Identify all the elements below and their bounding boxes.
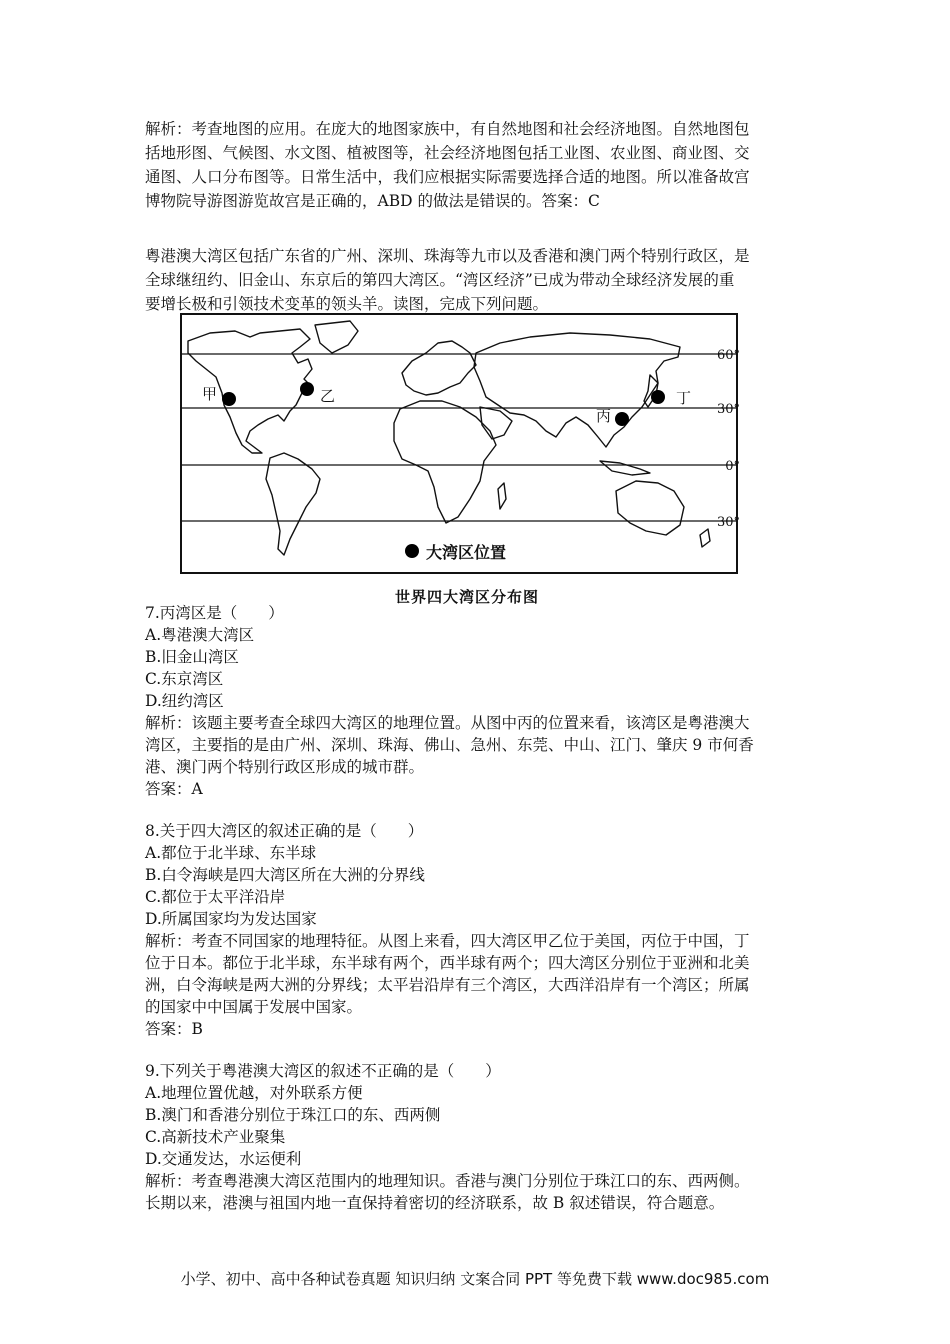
question-stem: 9.下列关于粤港澳大湾区的叙述不正确的是（ ） <box>145 1062 501 1080</box>
question-stem: 8.关于四大湾区的叙述正确的是（ ） <box>145 822 424 840</box>
option-c: C.都位于太平洋沿岸 <box>145 888 286 906</box>
point-label-bing: 丙 <box>596 407 612 425</box>
answer-line: 答案：A <box>145 780 203 798</box>
text-line: 全球继纽约、旧金山、东京后的第四大湾区。“湾区经济”已成为带动全球经济发展的重 <box>145 271 735 289</box>
option-d: D.纽约湾区 <box>145 692 224 710</box>
answer-line: 答案：B <box>145 1020 203 1038</box>
map-frame <box>181 314 737 573</box>
analysis-line: 解析：该题主要考查全球四大湾区的地理位置。从图中丙的位置来看，该湾区是粤港澳大 <box>145 714 750 732</box>
lat-label-0: 0° <box>725 459 740 474</box>
bay-area-point-jia <box>222 392 236 406</box>
analysis-line: 港、澳门两个特别行政区形成的城市群。 <box>145 758 425 776</box>
option-c: C.东京湾区 <box>145 670 224 688</box>
point-label-ding: 丁 <box>676 389 692 407</box>
intro-analysis <box>145 117 805 213</box>
question-7 <box>145 602 805 800</box>
option-b: B.白令海峡是四大湾区所在大洲的分界线 <box>145 866 425 884</box>
question-stem: 7.丙湾区是（ ） <box>145 604 284 622</box>
bay-area-point-yi <box>300 382 314 396</box>
analysis-line: 解析：考查不同国家的地理特征。从图上来看，四大湾区甲乙位于美国，丙位于中国，丁 <box>145 932 750 950</box>
analysis-line: 解析：考查粤港澳大湾区范围内的地理知识。香港与澳门分别位于珠江口的东、西两侧。 <box>145 1172 750 1190</box>
bay-area-point-ding <box>651 390 665 404</box>
option-b: B.澳门和香港分别位于珠江口的东、西两侧 <box>145 1106 441 1124</box>
page-footer: 小学、初中、高中各种试卷真题 知识归纳 文案合同 PPT 等免费下载 www.doc985.com <box>180 1270 770 1288</box>
analysis-line: 长期以来，港澳与祖国内地一直保持着密切的经济联系，故 B 叙述错误，符合题意。 <box>145 1194 725 1212</box>
text-line: 粤港澳大湾区包括广东省的广州、深圳、珠海等九市以及香港和澳门两个特别行政区，是 <box>145 247 750 265</box>
legend-dot-icon <box>405 544 419 558</box>
bay-area-point-bing <box>615 412 629 426</box>
option-c: C.高新技术产业聚集 <box>145 1128 286 1146</box>
lat-label-30n: 30° <box>716 402 740 417</box>
text-line: 解析：考查地图的应用。在庞大的地图家族中，有自然地图和社会经济地图。自然地图包 <box>145 120 750 138</box>
text-line: 要增长极和引领技术变革的领头羊。读图，完成下列问题。 <box>145 295 549 313</box>
analysis-line: 位于日本。都位于北半球，东半球有两个，西半球有两个；四大湾区分别位于亚洲和北美 <box>145 954 750 972</box>
text-line: 通图、人口分布图等。日常生活中，我们应根据实际需要选择合适的地图。所以准备故宫 <box>145 168 750 186</box>
analysis-line: 洲，白令海峡是两大洲的分界线；太平岩沿岸有三个湾区，大西洋沿岸有一个湾区；所属 <box>145 976 750 994</box>
world-map-figure <box>180 313 740 575</box>
question-9 <box>145 1060 805 1214</box>
legend-label: 大湾区位置 <box>426 543 507 562</box>
option-b: B.旧金山湾区 <box>145 648 239 666</box>
analysis-line: 湾区，主要指的是由广州、深圳、珠海、佛山、急州、东莞、中山、江门、肇庆 9 市何香 <box>145 736 754 754</box>
point-label-yi: 乙 <box>320 387 336 405</box>
option-a: A.地理位置优越，对外联系方便 <box>145 1084 363 1102</box>
point-label-jia: 甲 <box>202 385 218 403</box>
lat-label-30s: 30° <box>716 515 740 530</box>
analysis-line: 的国家中中国属于发展中国家。 <box>145 998 363 1016</box>
question-8 <box>145 820 805 1040</box>
option-d: D.所属国家均为发达国家 <box>145 910 317 928</box>
option-a: A.粤港澳大湾区 <box>145 626 255 644</box>
text-line: 博物院导游图游览故宫是正确的，ABD 的做法是错误的。答案：C <box>145 192 600 210</box>
reading-passage <box>145 244 805 316</box>
map-caption: 世界四大湾区分布图 <box>395 588 540 606</box>
option-a: A.都位于北半球、东半球 <box>145 844 317 862</box>
text-line: 括地形图、气候图、水文图、植被图等，社会经济地图包括工业图、农业图、商业图、交 <box>145 144 750 162</box>
option-d: D.交通发达，水运便利 <box>145 1150 302 1168</box>
lat-label-60: 60° <box>716 348 740 363</box>
